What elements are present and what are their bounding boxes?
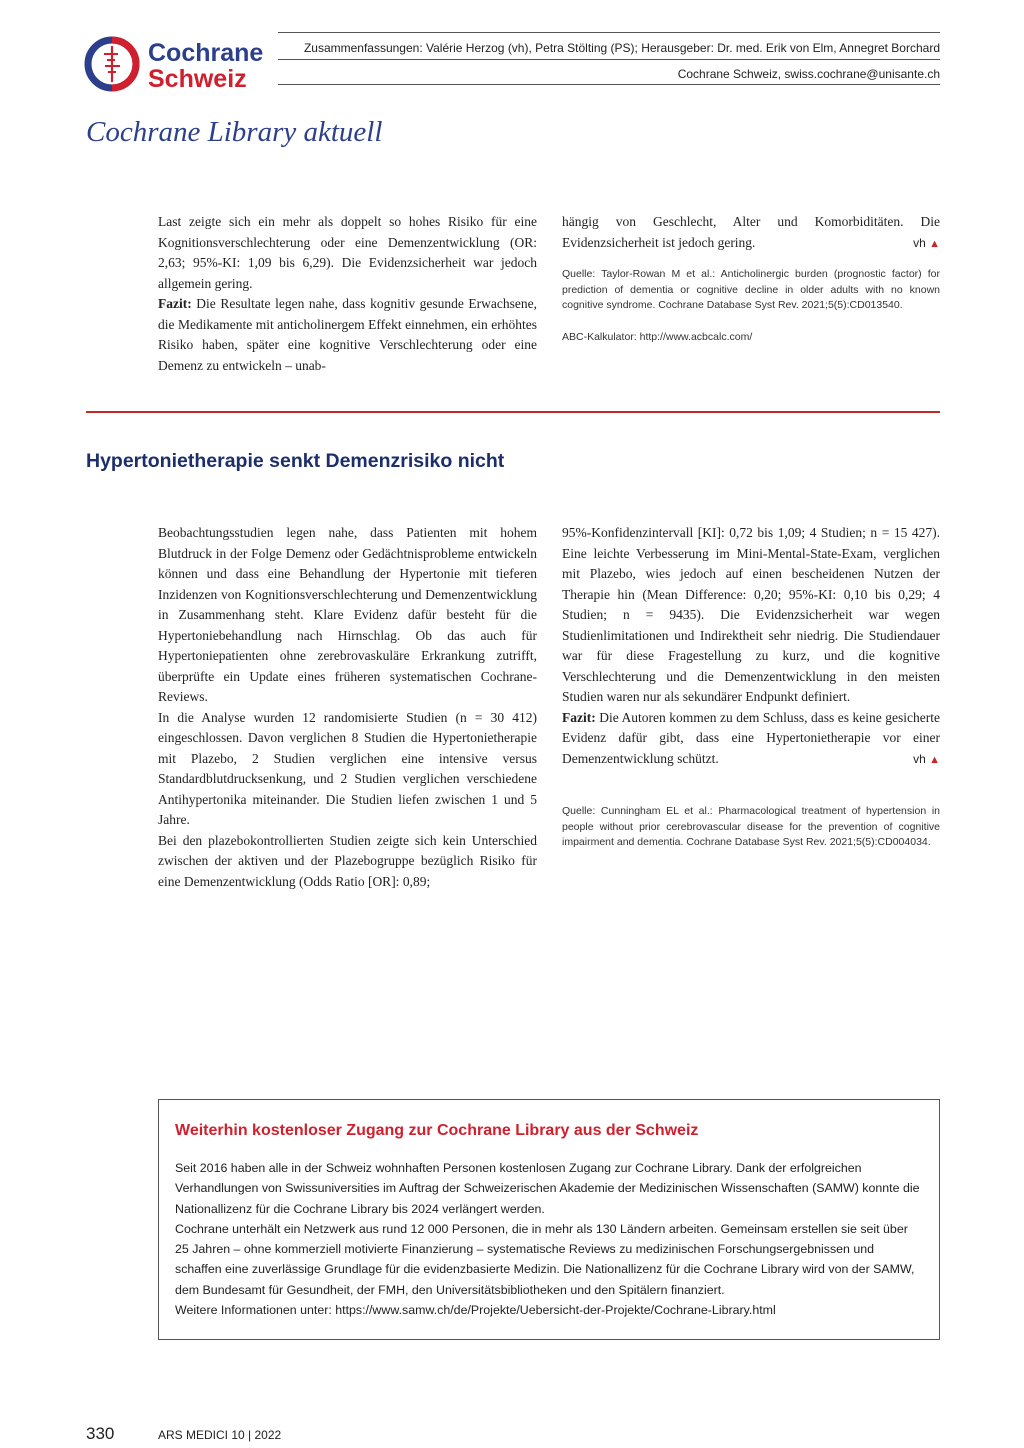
fazit-label: Fazit: <box>562 709 596 725</box>
article1-fazit-paragraph <box>158 294 537 376</box>
author-initials: vh <box>913 751 926 766</box>
header-middle-rule <box>278 59 940 60</box>
header-top-rule <box>278 32 940 33</box>
page-number: 330 <box>86 1424 115 1443</box>
article1-right-text: hängig von Geschlecht, Alter und Komorbiditäten. Die Evidenzsicherheit ist jedoch gering. <box>562 214 940 250</box>
article2-methods-paragraph: In die Analyse wurden 12 randomisierte Studien (n = 30 412) eingeschlossen. Davon verglichen 8 Studien die Hypertonietherapie mit Plazebo, 2 Studien verglichen eine intensive versus Standardblutdrucksenkung, und 2 Studien verglichen verschiedene Antihypertonika miteinander. Die Studien liefen zwischen 1 und 5 Jahre. <box>158 709 537 827</box>
article1-source: Quelle: Taylor-Rowan M et al.: Anticholinergic burden (prognostic factor) for prediction of dementia or cognitive decline in older adults with no known cognitive syndrome. Cochrane Database Syst Rev. 2021;5(5):CD013540. <box>562 268 940 311</box>
section-divider <box>86 411 940 413</box>
info-box-paragraph: Cochrane unterhält ein Netzwerk aus rund 12 000 Personen, die in mehr als 130 Ländern arbeiten. Gemeinsam erstellen sie seit über 25 Jahren – ohne kommerziell motivierte Finanzierung – systematische Reviews zu medizinischen Forschungsergebnissen und schaffen eine zuverlässige Grundlage für die evidenzbasierte Medizin. Die Nationallizenz für die Cochrane Library wird von der SAMW, dem Bundesamt für Gesundheit, der FMH, den Universitätsbibliotheken und den Spitälern finanziert. <box>175 1221 915 1297</box>
journal-issue: ARS MEDICI 10 | 2022 <box>158 1428 282 1442</box>
article2-fazit-paragraph <box>562 708 940 770</box>
article1-calculator-link[interactable]: ABC-Kalkulator: http://www.acbcalc.com/ <box>562 331 753 343</box>
article2-fazit-text: Die Autoren kommen zu dem Schluss, dass es keine gesicherte Evidenz dafür gibt, dass eine Hypertonietherapie vor einer Demenzentwicklung schützt. <box>562 709 940 766</box>
cochrane-schweiz-logo <box>84 36 264 92</box>
article1-right-paragraph <box>562 212 940 253</box>
info-box-title: Weiterhin kostenloser Zugang zur Cochrane Library aus der Schweiz <box>175 1122 699 1139</box>
header-bottom-rule <box>278 84 940 85</box>
triangle-icon: ▲ <box>929 753 940 766</box>
article1-result-paragraph: Last zeigte sich ein mehr als doppelt so hohes Risiko für eine Kognitionsverschlechterung oder eine Demenzentwicklung (OR: 2,63; 95%-KI: 1,09 bis 6,29). Die Evidenzsicherheit war jedoch allgemein gering. <box>158 214 537 291</box>
article2-results-paragraph: Bei den plazebokontrollierten Studien zeigte sich kein Unterschied zwischen der aktiven und der Plazebogruppe bezüglich Risiko für eine Demenzentwicklung (Odds Ratio [OR]: 0,89; <box>158 832 537 889</box>
section-title: Cochrane Library aktuell <box>86 116 383 148</box>
info-box-paragraph: Seit 2016 haben alle in der Schweiz wohnhaften Personen kostenlosen Zugang zur Cochrane Library. Dank der erfolgreichen Verhandlungen von Swissuniversities im Auftrag der Schweizerischen Akademie der Medizinischen Wissenschaften (SAMW) konnte die Nationallizenz für die Cochrane Library bis 2024 verlängert werden. <box>175 1161 920 1216</box>
fazit-label: Fazit: <box>158 296 192 311</box>
author-mark <box>913 233 940 255</box>
article2-intro-paragraph: Beobachtungsstudien legen nahe, dass Patienten mit hohem Blutdruck in der Folge Demenz oder Gedächtnisprobleme entwickeln können und dass eine Behandlung der Hypertonie mit tieferen Inzidenzen von Kognitionsverschlechterung und Demenzentwicklung in Zusammenhang steht. Klare Evidenz dafür besteht für die Hypertoniebehandlung nach Hirnschlag. Ob das auch für Hypertoniepatienten ohne zerebrovaskuläre Erkrankung zutrifft, überprüfte ein Update eines früheren systematischen Cochrane-Reviews. <box>158 525 537 704</box>
triangle-icon: ▲ <box>929 237 940 250</box>
article2-left-column <box>158 523 537 892</box>
article1-left-column <box>158 212 537 376</box>
author-initials: vh <box>913 235 926 250</box>
info-box-link[interactable]: Weitere Informationen unter: https://www.samw.ch/de/Projekte/Uebersicht-der-Projekte/Cochrane-Library.html <box>175 1303 776 1318</box>
header-credits: Zusammenfassungen: Valérie Herzog (vh), Petra Stölting (PS); Herausgeber: Dr. med. Erik von Elm, Annegret Borchard <box>303 41 940 55</box>
article2-right-column <box>562 523 940 770</box>
article2-results-continued: 95%-Konfidenzintervall [KI]: 0,72 bis 1,09; 4 Studien; n = 15 427). Eine leichte Verbesserung im Mini-Mental-State-Exam, verglichen mit Plazebo, wies jedoch auf einen bescheidenen Nutzen der Therapie hin (Mean Difference: 0,20; 95%-KI: 0,10 bis 0,29; 4 Studien; n = 9435). Die Evidenzsicherheit war wegen Studienlimitationen und Indirektheit sehr niedrig. Die Studiendauer war für diese Fragestellung zu kurz, und die kognitive Verschlechterung und die Demenzentwicklung in den meisten Studien waren nur als sekundärer Endpunkt definiert. <box>562 525 940 704</box>
logo-wordmark-cochrane: Cochrane <box>148 39 264 67</box>
article2-heading: Hypertonietherapie senkt Demenzrisiko nicht <box>86 450 505 472</box>
logo-wordmark-schweiz: Schweiz <box>148 65 247 93</box>
info-box-body <box>175 1158 923 1320</box>
article1-fazit-text: Die Resultate legen nahe, dass kognitiv gesunde Erwachsene, die Medikamente mit anticholinergem Effekt einnehmen, ein erhöhtes Risiko haben, später eine kognitive Verschlechterung oder eine Demenz zu entwickeln – unab- <box>158 296 537 373</box>
article1-right-column <box>562 212 940 254</box>
info-box <box>158 1099 940 1340</box>
author-mark <box>913 749 940 771</box>
article2-source: Quelle: Cunningham EL et al.: Pharmacological treatment of hypertension in people without prior cerebrovascular disease for the prevention of cognitive impairment and dementia. Cochrane Database Syst Rev. 2021;5(5):CD004034. <box>562 805 940 848</box>
cochrane-emblem-icon <box>84 36 140 92</box>
header-contact: Cochrane Schweiz, swiss.cochrane@unisante.ch <box>677 67 940 81</box>
